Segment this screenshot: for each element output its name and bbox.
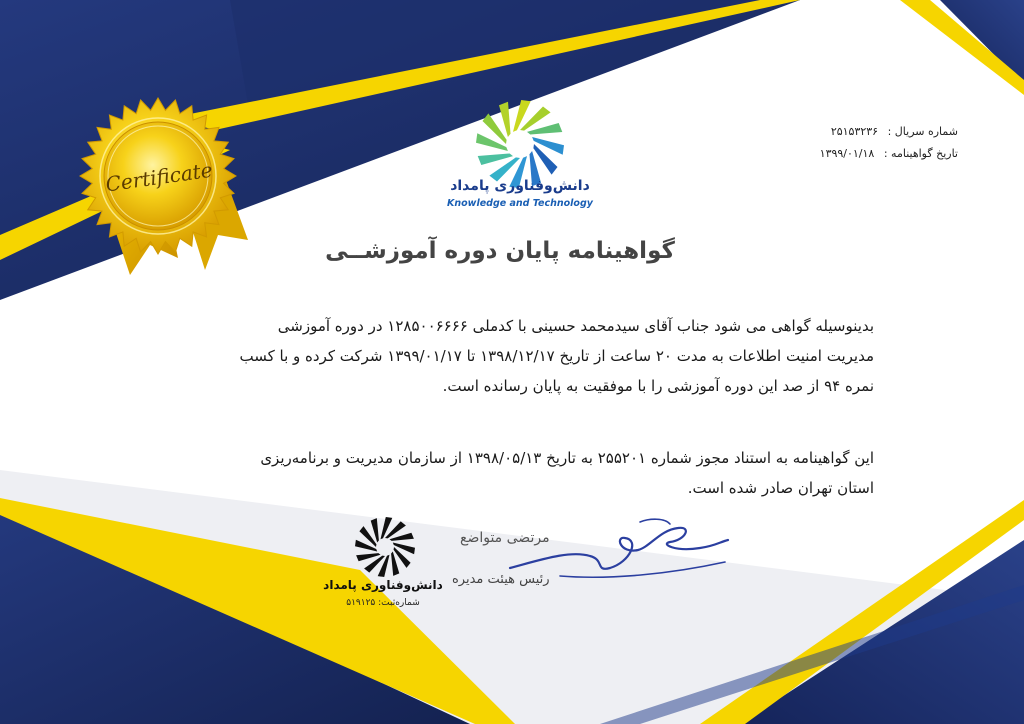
seal-text: Certificate xyxy=(104,157,214,197)
certificate-body-paragraph-2: این گواهینامه به استناد مجوز شماره ۲۵۵۲۰۱ به تاریخ ۱۳۹۸/۰۵/۱۳ از سازمان مدیریت و برنامه‌ریزی استان تهران صادر شده است. xyxy=(260,449,874,497)
certificate-title: گواهینامه پایان دوره آموزشــی xyxy=(325,238,675,264)
serial-number-value: ۲۵۱۵۳۲۳۶ xyxy=(830,125,879,138)
certificate-date-value: ۱۳۹۹/۰۱/۱۸ xyxy=(819,147,875,160)
company-stamp-icon xyxy=(350,512,420,582)
stamp-registration-number: شماره‌ثبت: ۵۱۹۱۲۵ xyxy=(346,598,420,608)
certificate-date-label: تاریخ گواهینامه : xyxy=(883,147,958,160)
certificate-body-paragraph-1: بدینوسیله گواهی می شود جناب آقای سیدمحمد حسینی با کدملی ۱۲۸۵۰۰۶۶۶۶ در دوره آموزشی مدیریت امنیت اطلاعات به مدت ۲۰ ساعت از تاریخ ۱۳۹۸/۱۲/۱۷ تا ۱۳۹۹/۰۱/۱۷ شرکت کرده و با کسب نمره ۹۴ از صد این دوره آموزشی را با موفقیت به پایان رسانده است. xyxy=(239,317,874,395)
serial-number-label: شماره سریال : xyxy=(887,125,958,138)
certificate-seal xyxy=(68,86,248,266)
serial-number xyxy=(831,125,958,138)
company-name-en: Knowledge and Technology xyxy=(447,198,593,209)
signatory-name: مرتضی متواضع xyxy=(460,530,550,546)
company-name-fa: دانش‌وفناوری پامداد xyxy=(450,178,590,194)
stamp-company-name: دانش‌وفناوری پامداد xyxy=(323,578,443,592)
signatory-role: رئیس هیئت مدیره xyxy=(452,572,550,587)
certificate-date xyxy=(820,147,958,160)
